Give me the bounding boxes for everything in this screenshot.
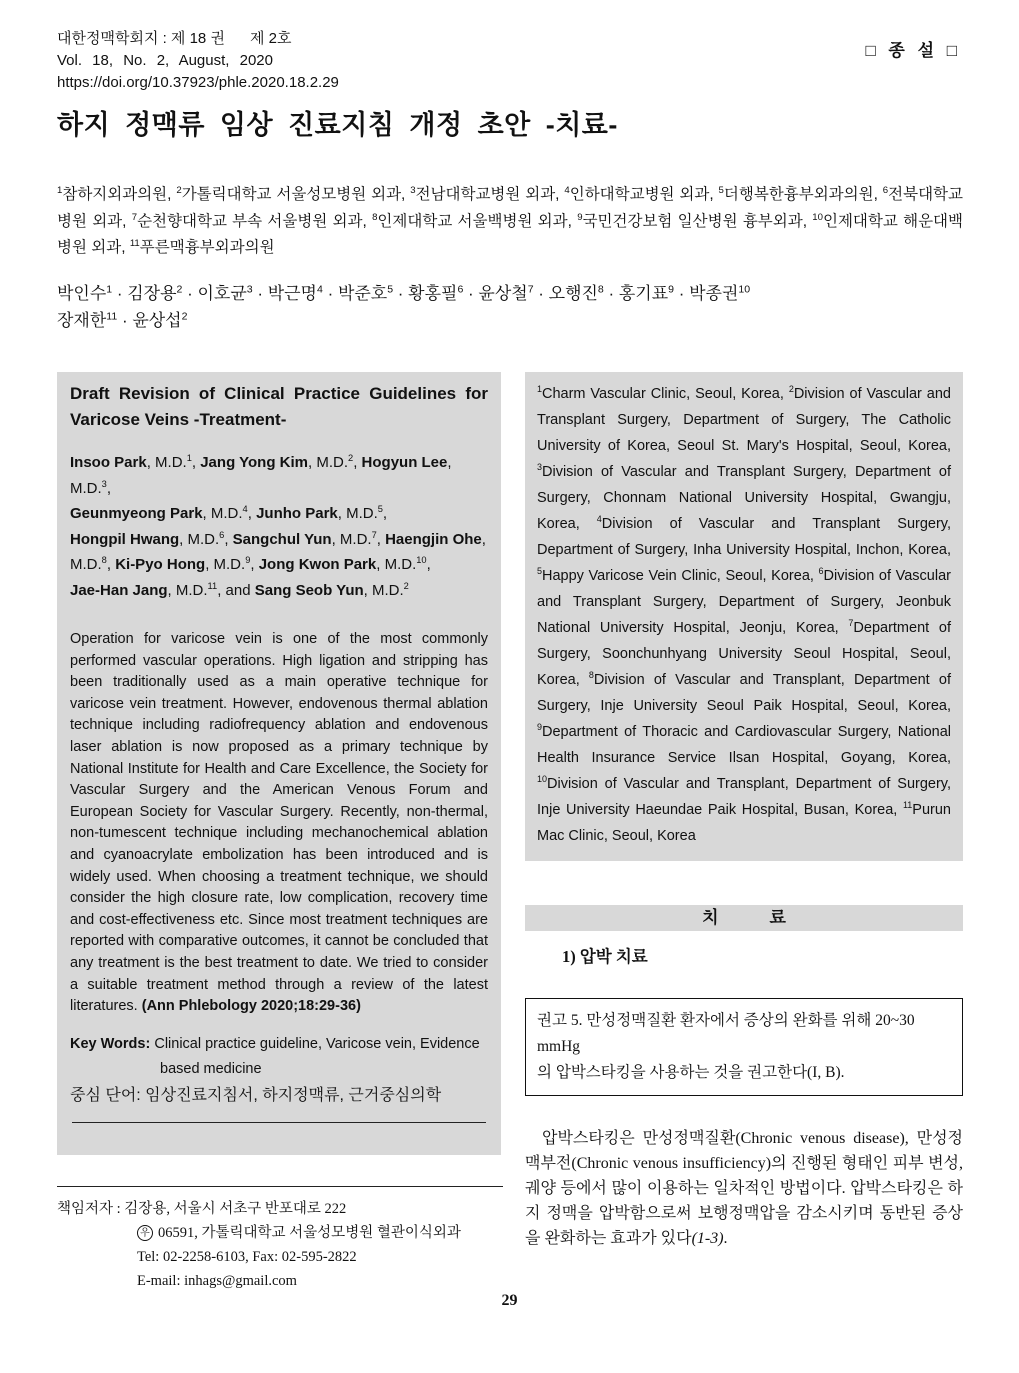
recommendation-box: 권고 5. 만성정맥질환 환자에서 증상의 완화를 위해 20~30 mmHg 의 압박스타킹을 사용하는 것을 권고한다(I, B).: [525, 998, 963, 1096]
authors-korean: 박인수$^1$ · 김장용$^2$ · 이호균$^3$ · 박근명$^4$ · 박준호$^5$ · 황홍필$^6$ · 윤상철$^7$ · 오행진$^8$ · 홍기표$^9$ · 박종권$^{10}$ 장재한$^{11}$ · 윤상섭$^2$: [57, 283, 751, 330]
english-authors: Insoo Park, M.D.$^1$, Jang Yong Kim, M.D.$^2$, Hogyun Lee, M.D.$^3$, Geunmyeong Park, M.D.$^4$, Junho Park, M.D.$^5$, Hongpil Hwang, M.D.$^6$, Sangchul Yun, M.D.$^7$, Haengjin Ohe, M.D.$^8$, Ki-Pyo Hong, M.D.$^9$, Jong Kwon Park, M.D.$^{10}$, Jae-Han Jang, M.D.$^{11}$, and Sang Seob Yun, M.D.$^2$: [70, 453, 486, 599]
affiliations-korean: $^1$참하지외과의원, $^2$가톨릭대학교 서울성모병원 외과, $^3$전남대학교병원 외과, $^4$인하대학교병원 외과, $^5$더행복한흉부외과의원, $^6$전북대학교병원 외과, $^7$순천향대학교 부속 서울병원 외과, $^8$인제대학교 서울백병원 외과, $^9$국민건강보험 일산병원 흉부외과, $^{10}$인제대학교 해운대백병원 외과, $^{11}$푸른맥흉부외과의원: [57, 184, 963, 256]
article-title: 하지 정맥류 임상 진료지침 개정 초안 -치료-: [57, 110, 618, 140]
section-header-treatment: 치 료: [525, 905, 963, 931]
article-type-badge: □ 종 설 □: [865, 41, 961, 60]
postal-code-icon: 우: [137, 1225, 153, 1241]
correspondence-email: E-mail: inhags@gmail.com: [137, 1273, 297, 1289]
keywords-korean: 중심 단어: 임상진료지침서, 하지정맥류, 근거중심의학: [70, 1086, 442, 1104]
correspondence-address: 06591, 가톨릭대학교 서울성모병원 혈관이식외과: [158, 1225, 461, 1241]
abstract-divider: [72, 1122, 486, 1123]
abstract-text: Operation for varicose vein is one of the most commonly performed vascular operations. High ligation and stripping has been traditionally used as a main operative technique for varicose vein treatment. However, endovenous thermal ablation technique including radiofrequency ablation and endovenous laser ablation is now proposed as a primary technique by National Institute for Health and Care Excellence, the Society for Vascular Surgery and the American Venous Forum and European Society for Vascular Surgery. Recently, non-thermal, non-tumescent technique including mechanochemical ablation and cyanoacrylate embolization has been introduced and is widely used. When choosing a treatment technique, we should consider the high closure rate, low complication, recovery time and cost-effectiveness etc. Since most treatment techniques are reported with comparative outcomes, it cannot be concluded that any treatment is the best treatment to date. We tried to consider a suitable treatment method through a review of the latest literatures. (Ann Phlebology 2020;18:29-36): [70, 631, 488, 1015]
abstract-box: [57, 372, 501, 1155]
correspondence-line-2: [57, 1221, 503, 1245]
body-paragraph: 압박스타킹은 만성정맥질환(Chronic venous disease), 만성정맥부전(Chronic venous insufficiency)의 진행된 형태인 피부 변성, 궤양 등에서 많이 이용하는 일차적인 방법이다. 압박스타킹은 하지 정맥을 압박함으로써 보행정맥압을 감소시키며 동반된 증상을 완화하는 효과가 있다(1-3).: [525, 1130, 963, 1247]
affiliations-english-box: $^1$Charm Vascular Clinic, Seoul, Korea, $^2$Division of Vascular and Transplant Surgery, Department of Surgery, The Catholic University of Korea, Seoul St. Mary's Hospital, Seoul, Korea, $^3$Division of Vascular and Transplant Surgery, Department of Surgery, Chonnam National University Hospital, Gwangju, Korea, $^4$Division of Vascular and Transplant Surgery, Department of Surgery, Inha University Hospital, Inchon, Korea, $^5$Happy Varicose Vein Clinic, Seoul, Korea, $^6$Division of Vascular and Transplant Surgery, Department of Surgery, Jeonbuk National University Hospital, Jeonju, Korea, $^7$Department of Surgery, Soonchunhyang University Seoul Hospital, Seoul, Korea, $^8$Division of Vascular and Transplant, Department of Surgery, Inje University Seoul Paik Hospital, Seoul, Korea, $^9$Department of Thoracic and Cardiovascular Surgery, National Health Insurance Service Ilsan Hospital, Goyang, Korea, $^{10}$Division of Vascular and Transplant, Department of Surgery, Inje University Haeundae Paik Hospital, Busan, Korea, $^{11}$Purun Mac Clinic, Seoul, Korea: [525, 372, 963, 861]
correspondence-line-1: 책임저자 : 김장용, 서울시 서초구 반포대로 222: [57, 1201, 347, 1217]
keywords-english: Key Words: Clinical practice guideline, Varicose vein, Evidence based medicine: [70, 1035, 480, 1077]
english-title: Draft Revision of Clinical Practice Guidelines for Varicose Veins -Treatment-: [70, 384, 488, 429]
journal-header: [57, 28, 339, 94]
two-column-body: [57, 372, 963, 1251]
volume-line: Vol. 18, No. 2, August, 2020: [57, 52, 273, 69]
left-column: [57, 372, 501, 1155]
correspondence-block: [57, 1186, 503, 1293]
right-column: [525, 372, 963, 1251]
subsection-compression-treatment: 1) 압박 치료: [562, 947, 648, 966]
doi-text: https://doi.org/10.37923/phle.2020.18.2.29: [57, 74, 339, 91]
journal-title-line: 대한정맥학회지 : 제 18 권 제 2호: [57, 30, 292, 47]
page-number: 29: [501, 1292, 518, 1309]
correspondence-tel-fax: Tel: 02-2258-6103, Fax: 02-595-2822: [137, 1249, 357, 1265]
